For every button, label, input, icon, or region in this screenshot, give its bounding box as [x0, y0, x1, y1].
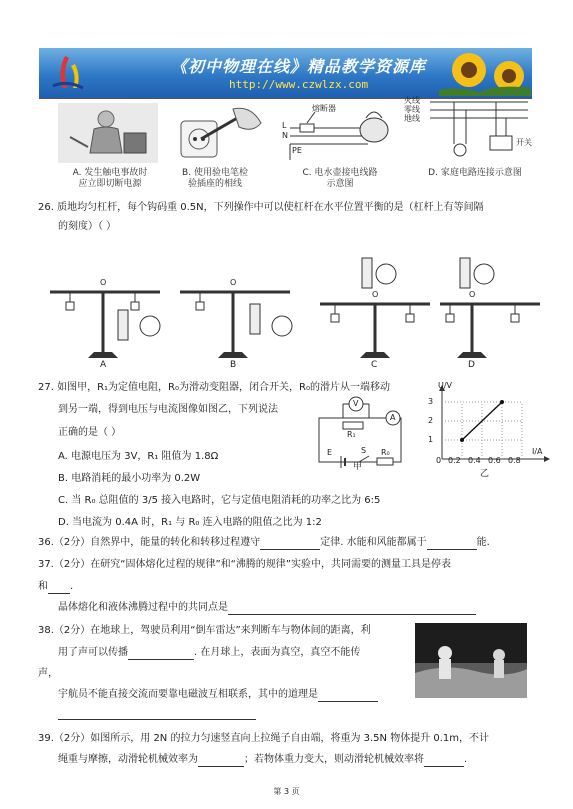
graph-ytick-3: 3 — [428, 397, 434, 406]
q39-blank-1[interactable] — [198, 755, 244, 767]
circuit-ammeter: A — [390, 413, 396, 422]
q37-blank-1[interactable] — [48, 582, 70, 594]
graph-xtick-02: 0.2 — [448, 456, 461, 465]
page-number: 第 3 页 — [273, 787, 300, 796]
lever-d-label: D — [468, 360, 475, 370]
caption-c: C. 电水壶接电线路 示意图 — [302, 168, 378, 189]
q27-line1: 27. 如图甲，R₁为定值电阻，R₀为滑动变阻器，闭合开关，R₀的滑片从一端移动 — [38, 382, 390, 393]
graph-ytick-1: 1 — [428, 435, 434, 444]
circuit-r1: R₁ — [347, 430, 356, 439]
label-ground: 地线 — [404, 114, 420, 123]
astronaut-moon-photo — [415, 623, 527, 698]
q37-blank-2[interactable] — [228, 603, 476, 615]
q27-circuit-diagram — [313, 392, 413, 472]
graph-caption: 乙 — [480, 469, 490, 479]
q38-blank-3[interactable] — [58, 719, 256, 720]
lever-c-pivot: O — [372, 290, 379, 299]
q36-text-c: 能. — [476, 537, 490, 548]
graph-ytick-2: 2 — [428, 416, 434, 425]
q27-line2: 到另一端，得到电压与电流图像如图乙，下列说法 — [58, 404, 278, 415]
label-fuse: 熔断器 — [312, 104, 336, 113]
graph-point-1 — [460, 438, 464, 442]
label-neutral: 零线 — [404, 105, 420, 114]
circuit-r0: R₀ — [381, 448, 390, 457]
figure-c-kettle-wiring — [282, 100, 402, 164]
lever-b — [180, 292, 292, 358]
label-live: 火线 — [404, 96, 420, 105]
q26-line1: 26. 质地均匀杠杆，每个钩码重 0.5N，下列操作中可以使杠杆在水平位置平衡的是（杠杆上有等间隔 — [38, 202, 484, 213]
lever-a-pivot: O — [100, 278, 107, 287]
circuit-voltmeter: V — [353, 399, 359, 408]
q26-lever-figures — [50, 248, 540, 373]
q38-text-c: . 在月球上，表面为真空，真空不能传 — [194, 647, 361, 658]
graph-ylabel: U/V — [438, 381, 453, 390]
q36-line — [38, 536, 490, 550]
lever-a — [50, 292, 160, 358]
graph-point-2 — [500, 400, 504, 404]
q37-text-c: . — [70, 581, 74, 592]
figure-d-home-circuit — [404, 96, 534, 166]
caption-b: B. 使用验电笔检 验插座的相线 — [182, 168, 248, 189]
q36-blank-2[interactable] — [427, 538, 477, 550]
q39-text-d: . — [464, 754, 468, 765]
label-L: L — [282, 121, 287, 130]
q38-line2 — [58, 646, 360, 660]
q37-line3 — [58, 601, 476, 615]
figure-b-test-pencil — [173, 103, 265, 163]
lever-c-label: C — [371, 360, 378, 370]
q38-blank-1[interactable] — [128, 648, 194, 660]
graph-xlabel: I/A — [532, 447, 543, 456]
q37-text-d: 晶体熔化和液体沸腾过程中的共同点是 — [58, 602, 228, 613]
lever-b-pivot: O — [230, 278, 237, 287]
label-N: N — [282, 131, 288, 140]
caption-a: A. 发生触电事故时 应立即切断电源 — [72, 168, 148, 189]
lever-b-label: B — [230, 360, 237, 370]
q27-option-d: D. 当电流为 0.4A 时，R₁ 与 R₀ 连入电路的阻值之比为 1:2 — [58, 517, 322, 528]
q39-text-c: ；若物体重力变大，则动滑轮机械效率将 — [244, 754, 424, 765]
circuit-caption: 甲 — [353, 462, 363, 472]
circuit-e: E — [327, 448, 333, 457]
q38-line3: 声， — [38, 668, 58, 679]
q39-line1: 39.（2分）如图所示，用 2N 的拉力匀速竖直向上拉绳子自由端，将重为 3.5N 物体提升 0.1m，不计 — [38, 733, 490, 744]
graph-xtick-08: 0.8 — [508, 456, 521, 465]
q38-line4 — [58, 688, 378, 702]
q37-text-b: 和 — [38, 581, 48, 592]
q26-line2: 的刻度）（ ） — [58, 221, 117, 232]
caption-d: D. 家庭电路连接示意图 — [428, 168, 522, 178]
q39-line2 — [58, 753, 467, 767]
banner-url[interactable]: http://www.czwlzx.com — [229, 78, 369, 91]
q27-line3: 正确的是（ ） — [58, 427, 122, 438]
q27-option-c: C. 当 R₀ 总阻值的 3/5 接入电路时，它与定值电阻消耗的功率之比为 6:5 — [58, 495, 381, 506]
q38-text-e: 宇航员不能直接交流而要靠电磁波互相联系，其中的道理是 — [58, 689, 318, 700]
graph-origin: 0 — [436, 456, 442, 465]
sunflower-image — [439, 50, 531, 96]
q27-option-a: A. 电源电压为 3V，R₁ 阻值为 1.8Ω — [58, 451, 219, 462]
lever-c — [320, 258, 430, 358]
q36-blank-1[interactable] — [260, 538, 320, 550]
graph-x-arrow — [544, 456, 550, 462]
banner-title: 《初中物理在线》精品教学资源库 — [171, 57, 427, 76]
lever-d — [440, 258, 540, 358]
q39-blank-2[interactable] — [424, 755, 464, 767]
q38-blank-2[interactable] — [318, 690, 378, 702]
q27-option-b: B. 电路消耗的最小功率为 0.2W — [58, 473, 201, 484]
circuit-s: S — [361, 446, 367, 455]
lever-d-pivot: O — [469, 290, 476, 299]
graph-xtick-06: 0.6 — [488, 456, 501, 465]
lever-a-label: A — [100, 360, 107, 370]
banner — [39, 48, 532, 99]
q37-line1: 37.（2分）在研究“固体熔化过程的规律”和“沸腾的规律”实验中，共同需要的测量工具是停表 — [38, 559, 451, 570]
site-logo — [47, 52, 89, 94]
graph-xtick-04: 0.4 — [468, 456, 481, 465]
label-PE: PE — [292, 146, 302, 155]
q36-text-a: 36.（2分）自然界中，能量的转化和转移过程遵守 — [38, 537, 261, 548]
q38-line1: 38.（2分）在地球上，驾驶员利用“倒车雷达”来判断车与物体间的距离，利 — [38, 625, 371, 636]
q27-ui-graph — [424, 383, 554, 485]
figure-a-electric-shock — [58, 103, 158, 163]
q36-text-b: 定律. 水能和风能都属于 — [320, 537, 427, 548]
label-switch: 开关 — [516, 138, 532, 147]
q38-text-b: 用了声可以传播 — [58, 647, 128, 658]
q39-text-b: 绳重与摩擦，动滑轮机械效率为 — [58, 754, 198, 765]
q37-line2 — [38, 580, 73, 594]
